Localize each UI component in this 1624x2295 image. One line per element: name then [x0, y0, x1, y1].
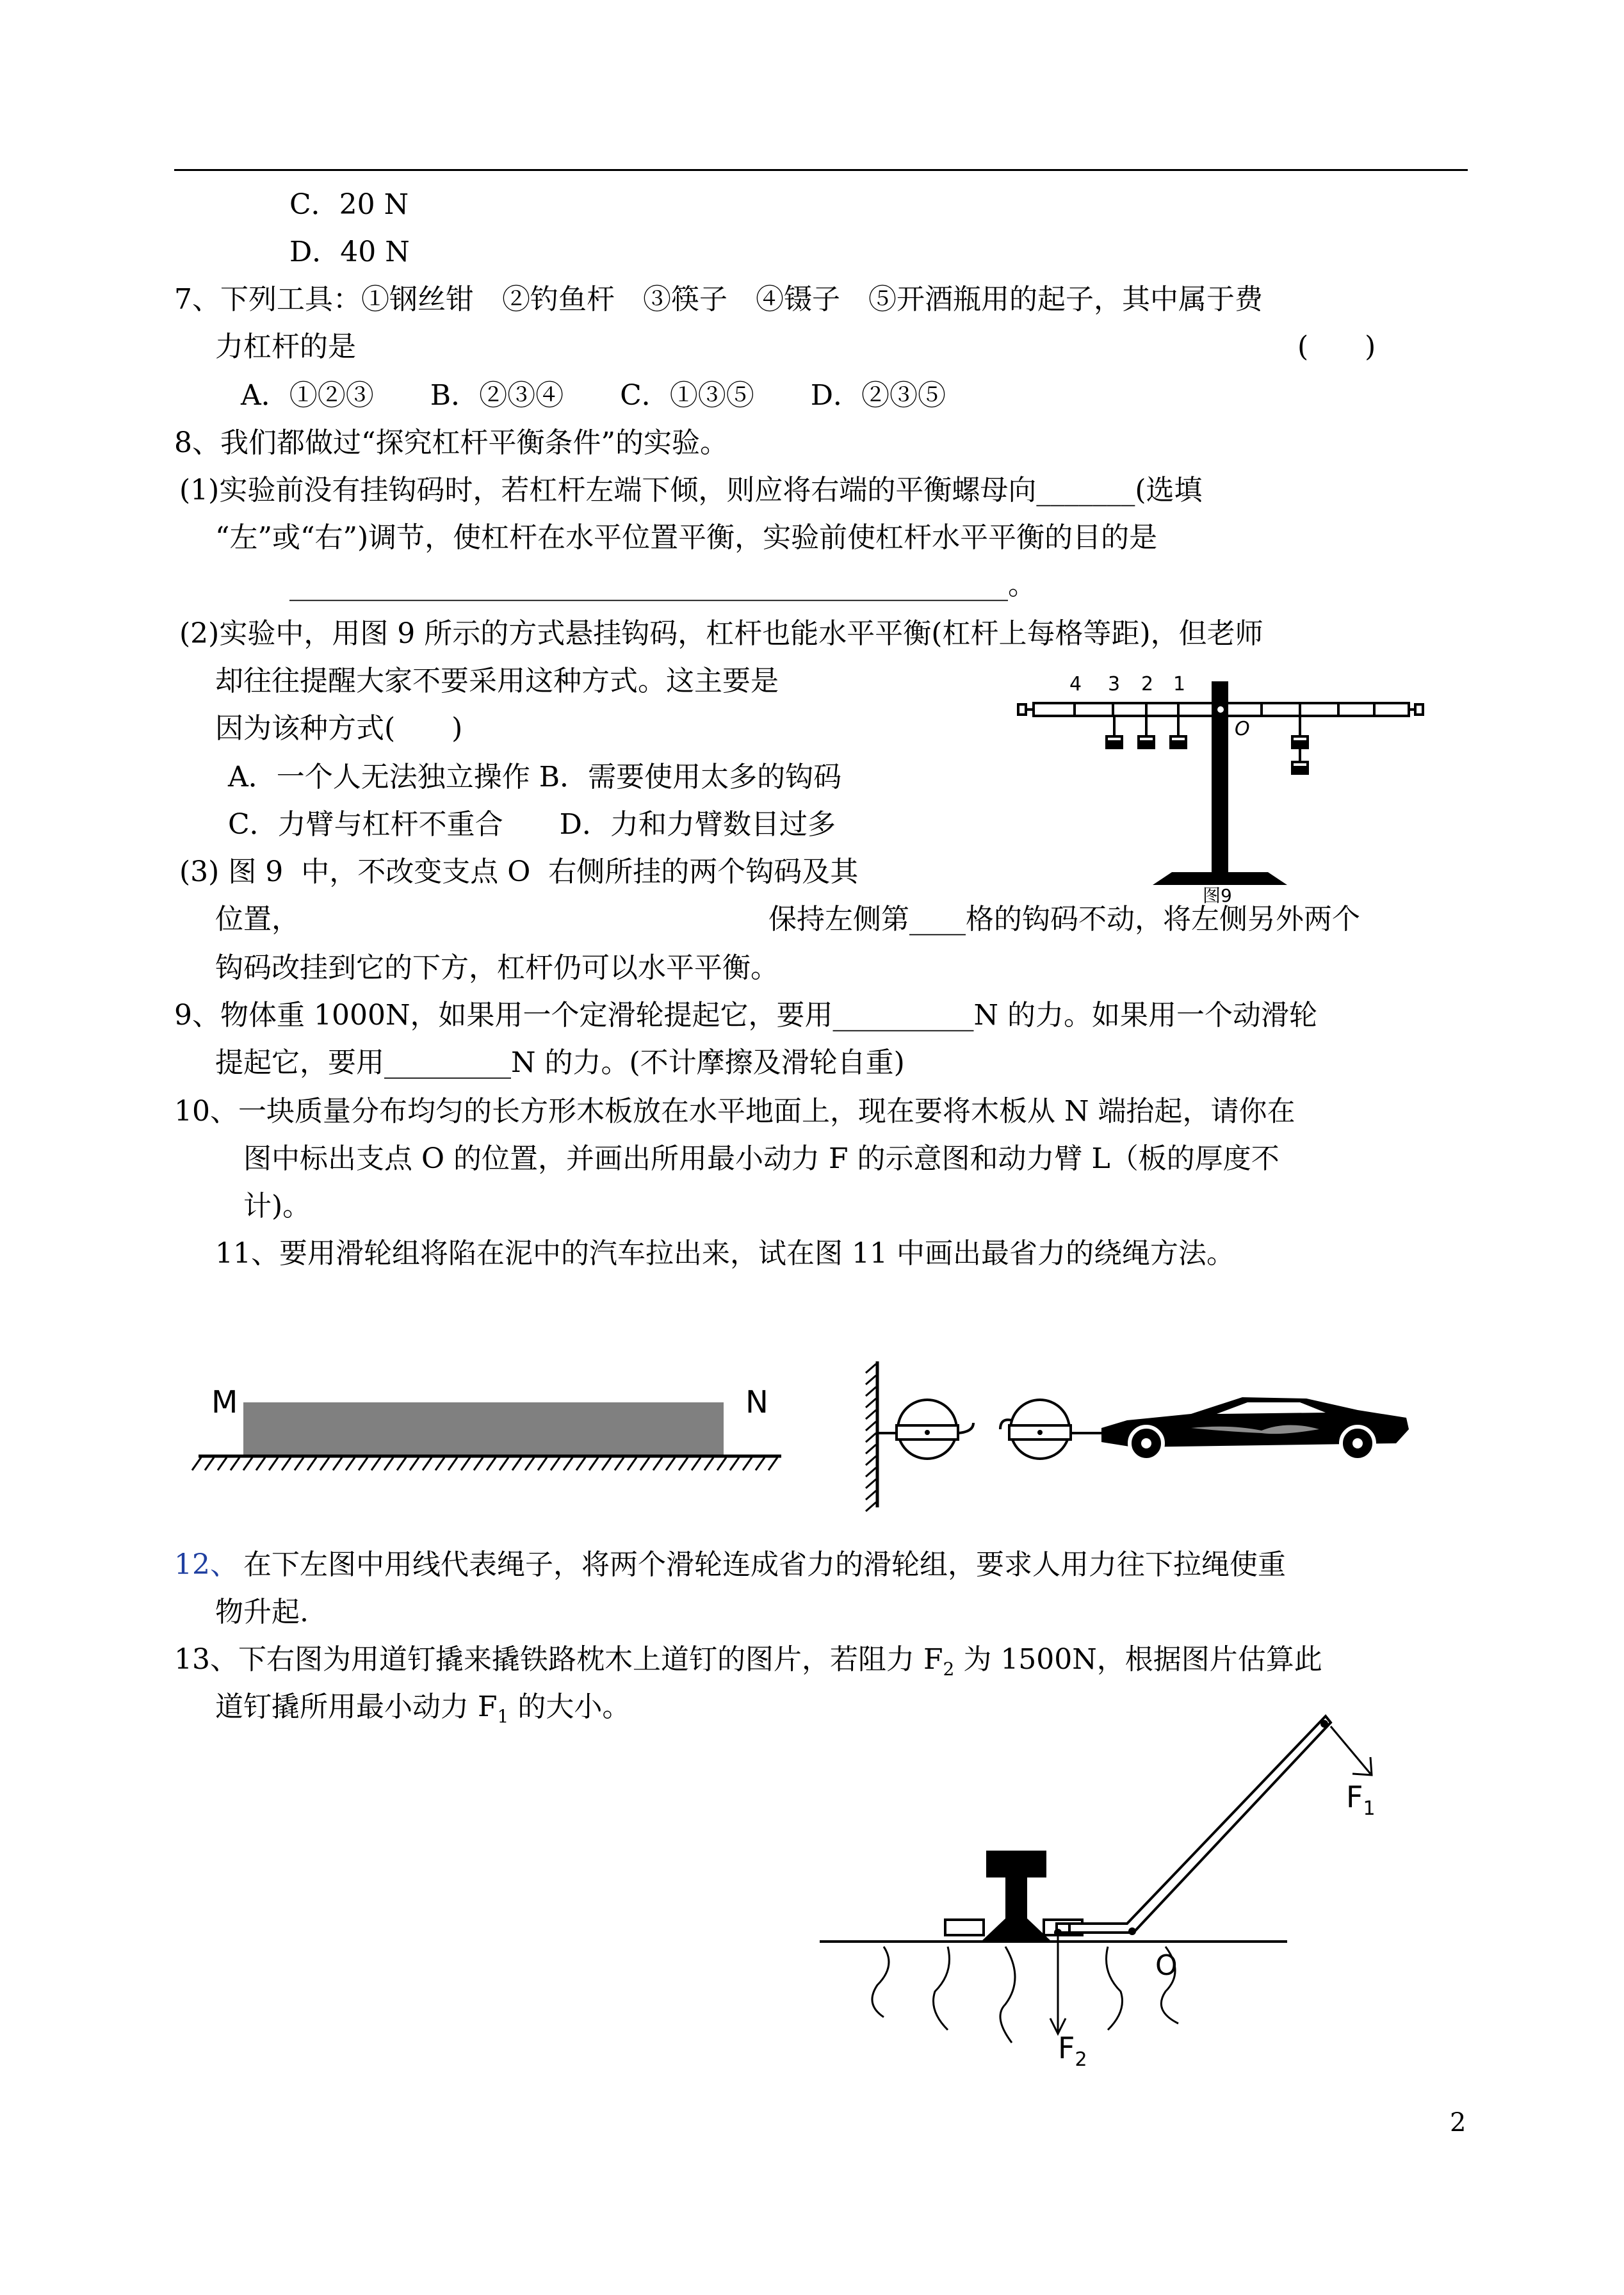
ground-hatch-line — [512, 1457, 521, 1470]
wooden-board — [243, 1402, 724, 1456]
wall-hatch-line — [866, 1399, 876, 1407]
q8-p1-line3: ___________________________________________________。 — [289, 569, 1036, 601]
q8-p2-line2: 却往往提醒大家不要采用这种方式。这主要是 — [215, 665, 779, 697]
wall-hatch-line — [866, 1491, 876, 1500]
ground-hatch-line — [717, 1457, 726, 1470]
ground-hatch-line — [448, 1457, 457, 1470]
q8-p2-options-cd: C．力臂与杠杆不重合 D．力和力臂数目过多 — [228, 808, 836, 841]
ground-hatch-line — [653, 1457, 662, 1470]
header-rule — [174, 169, 1468, 171]
q13-line1: 13、下右图为用道钉撬来撬铁路枕木上道钉的图片，若阻力 $F_2$ 为 1500N，根据图片估算此 — [174, 1643, 1322, 1680]
figure-10-board — [192, 1377, 794, 1511]
ground-hatch-line — [704, 1457, 713, 1470]
ground-hatch-line — [756, 1457, 765, 1470]
q10-line3: 计)。 — [243, 1190, 311, 1222]
ground-hatch-line — [576, 1457, 585, 1470]
ground-hatch-line — [346, 1457, 355, 1470]
q9-line2: 提起它，要用_________N 的力。(不计摩擦及滑轮自重) — [215, 1046, 905, 1079]
ground-hatch-line — [666, 1457, 675, 1470]
ground-hatch-line — [231, 1457, 240, 1470]
ground-hatch-line — [269, 1457, 278, 1470]
fig9-caption: 图9 — [1203, 885, 1232, 906]
q8-p1-line1: (1)实验前没有挂钩码时，若杠杆左端下倾，则应将右端的平衡螺母向_______(选填 — [179, 474, 1203, 507]
ground-hatch-line — [499, 1457, 508, 1470]
wall-hatch-line — [866, 1456, 876, 1465]
q8-p3-line2a: 位置， — [215, 903, 300, 936]
q7-answer-paren: ( ) — [1297, 330, 1376, 363]
ground-hatch-line — [218, 1457, 227, 1470]
car — [1101, 1397, 1409, 1460]
figure-13-spike-lever — [813, 1729, 1376, 2075]
wall-hatch-line — [866, 1410, 876, 1419]
ground-hatch-line — [615, 1457, 624, 1470]
ground-hatch-line — [397, 1457, 406, 1470]
ground-hatch-line — [423, 1457, 432, 1470]
ground-hatch-line — [628, 1457, 637, 1470]
fig9-tick-2: 2 — [1141, 673, 1154, 695]
q8-p3-line3: 钩码改挂到它的下方，杠杆仍可以水平平衡。 — [215, 952, 779, 984]
q6-option-c: C．20 N — [289, 188, 409, 221]
ground-hatch-line — [320, 1457, 329, 1470]
q7-line2: 力杠杆的是 — [215, 330, 356, 363]
q12-line2: 物升起. — [215, 1596, 309, 1628]
q13-line2: 道钉撬所用最小动力 $F_1$ 的大小。 — [215, 1691, 631, 1727]
ground-hatch-line — [384, 1457, 393, 1470]
ground-hatch-line — [525, 1457, 534, 1470]
ground-hatch-line — [295, 1457, 304, 1470]
fig9-tick-3: 3 — [1108, 673, 1121, 695]
q10-line1: 10、一块质量分布均匀的长方形木板放在水平地面上，现在要将木板从 N 端抬起，请你在 — [174, 1095, 1295, 1128]
wall-hatch-line — [866, 1502, 876, 1511]
ground-hatch-line — [256, 1457, 265, 1470]
wall-hatch-line — [866, 1445, 876, 1454]
q7-line1: 7、下列工具：①钢丝钳 ②钓鱼杆 ③筷子 ④镊子 ⑤开酒瓶用的起子，其中属于费 — [174, 283, 1263, 316]
fig9-pivot-label: O — [1235, 718, 1250, 740]
ground-hatch-line — [410, 1457, 419, 1470]
ground-hatch-line — [692, 1457, 701, 1470]
fig9-tick-4: 4 — [1069, 673, 1082, 695]
q12-line1: 在下左图中用线代表绳子，将两个滑轮连成省力的滑轮组，要求人用力往下拉绳使重 — [243, 1548, 1286, 1581]
q8-p1-line2: “左”或“右”)调节，使杠杆在水平位置平衡，实验前使杠杆水平平衡的目的是 — [215, 521, 1158, 554]
figure-9-lever — [1018, 666, 1428, 906]
wall-hatch-line — [866, 1433, 876, 1442]
q8-p3-line1: (3) 图 9 中，不改变支点 O 右侧所挂的两个钩码及其 — [179, 856, 859, 888]
ground-hatch-line — [435, 1457, 444, 1470]
ground-hatch-line — [474, 1457, 483, 1470]
wall-hatch-line — [866, 1468, 876, 1477]
wall-hatch-line — [866, 1387, 876, 1396]
q8-p2-line3: 因为该种方式( ) — [215, 712, 463, 745]
ground-hatch-line — [589, 1457, 598, 1470]
pivot-label-o: O — [1155, 1949, 1178, 1982]
q11-line1: 11、要用滑轮组将陷在泥中的汽车拉出来，试在图 11 中画出最省力的绕绳方法。 — [215, 1237, 1235, 1270]
ground-hatch-line — [730, 1457, 739, 1470]
ground-hatch-line — [743, 1457, 752, 1470]
ground-hatch-line — [768, 1457, 777, 1470]
ground-hatch-line — [551, 1457, 560, 1470]
ground-hatch-line — [564, 1457, 572, 1470]
q8-p3-line2b: 保持左侧第____格的钩码不动，将左侧另外两个 — [768, 903, 1360, 936]
ground-hatch-line — [679, 1457, 688, 1470]
q8-p2-line1: (2)实验中，用图 9 所示的方式悬挂钩码，杠杆也能水平平衡(杠杆上每格等距)，但老师 — [179, 617, 1263, 650]
wall-hatch-line — [866, 1479, 876, 1488]
q9-line1: 9、物体重 1000N，如果用一个定滑轮提起它，要用__________N 的力。如果用一个动滑轮 — [174, 999, 1317, 1032]
ground-hatch-line — [461, 1457, 470, 1470]
ground-hatch-line — [371, 1457, 380, 1470]
crowbar — [1069, 1716, 1331, 1933]
ground-hatch-line — [487, 1457, 496, 1470]
ground-hatch-line — [359, 1457, 368, 1470]
rail — [981, 1851, 1052, 1942]
ground-hatch-line — [205, 1457, 214, 1470]
q8-p2-options-ab: A．一个人无法独立操作 B．需要使用太多的钩码 — [228, 761, 842, 793]
force-label-f1: $F_1$ — [1346, 1780, 1376, 1820]
ground-hatch-line — [333, 1457, 342, 1470]
wall-hatch-line — [866, 1364, 876, 1373]
q8-title: 8、我们都做过“探究杠杆平衡条件”的实验。 — [174, 426, 728, 459]
ground-hatch-line — [538, 1457, 547, 1470]
ground-hatch-line — [243, 1457, 252, 1470]
ground-hatch-line — [192, 1457, 201, 1470]
force-label-f2: $F_2$ — [1058, 2031, 1087, 2071]
page-number: 2 — [1450, 2108, 1466, 2137]
q10-line2: 图中标出支点 O 的位置，并画出所用最小动力 F 的示意图和动力臂 L（板的厚度不 — [243, 1142, 1279, 1175]
wall-hatch-line — [866, 1375, 876, 1384]
q7-options: A．①②③ B．②③④ C．①③⑤ D．②③⑤ — [241, 379, 946, 412]
ground-hatch-line — [602, 1457, 611, 1470]
ground-hatch-line — [640, 1457, 649, 1470]
fig9-tick-1: 1 — [1173, 673, 1186, 695]
ground-hatch-line — [282, 1457, 291, 1470]
board-label-n: N — [745, 1384, 768, 1420]
figure-11-pulley-car — [832, 1358, 1434, 1511]
q6-option-d: D．40 N — [289, 236, 410, 268]
wall-hatch-line — [866, 1422, 876, 1431]
ground-hatch-line — [307, 1457, 316, 1470]
board-label-m: M — [211, 1384, 238, 1420]
q12-number: 12、 — [174, 1548, 238, 1581]
